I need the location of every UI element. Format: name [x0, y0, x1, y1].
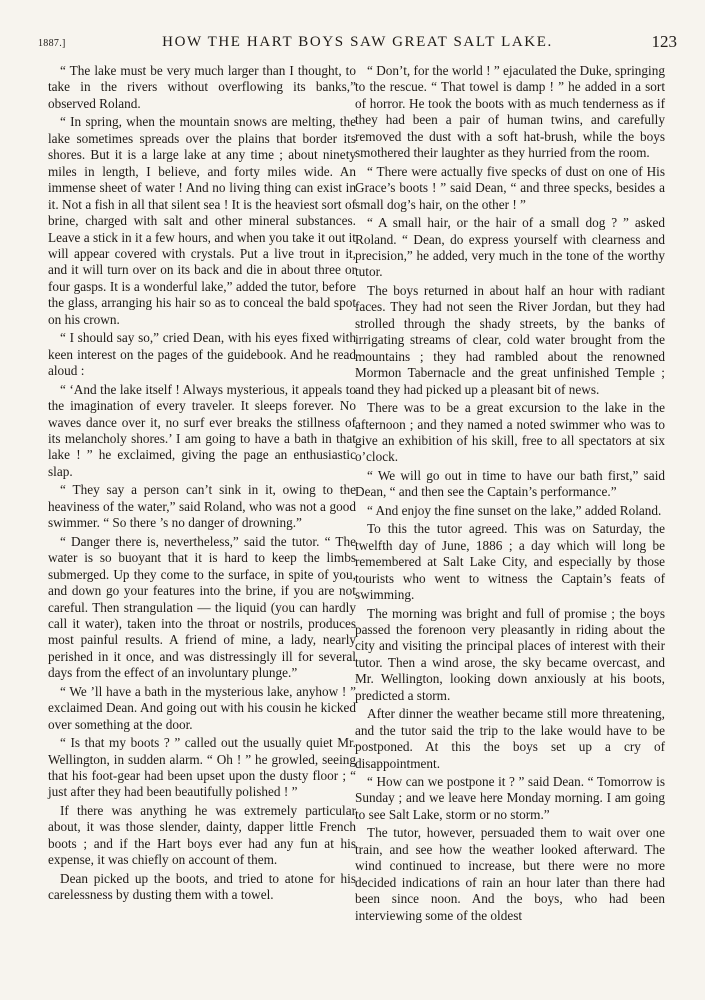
paragraph: “ I should say so,” cried Dean, with his eyes fixed with keen interest on the pages of the guidebook. And he read aloud : [48, 330, 356, 379]
page-header [38, 32, 677, 56]
paragraph: “ Don’t, for the world ! ” ejaculated the Duke, springing to the rescue. “ That towel is damp ! ” he added in a sort of horror. He took the boots with as much tenderness as if they had been a pair of human twins, and carefully removed the dust with a soft hat-brush, while the boys smothered their laughter as they hurried from the room. [355, 63, 665, 161]
paragraph: The tutor, however, persuaded them to wait over one train, and see how the weather looked afterward. The wind continued to increase, but there were no more decided indications of rain an hour later than there had been since noon. And the boys, who had been interviewing some of the oldest [355, 825, 665, 923]
paragraph: “ And enjoy the fine sunset on the lake,” added Roland. [367, 502, 662, 518]
paragraph: There was to be a great excursion to the lake in the afternoon ; and they named a noted swimmer who was to give an exhibition of his skill, free to all spectators at six o’clock. [355, 400, 665, 465]
paragraph: “ In spring, when the mountain snows are melting, the lake sometimes spreads over the plains that border its shores. But it is a large lake at any time ; about ninety miles in length, I believe, and forty miles wide. An immense sheet of water ! And no living thing can exist in it. Not a fish in all that silent sea ! It is the heaviest sort of brine, charged with salt and other mineral substances. Leave a stick in it a few hours, and when you take it out it will appear covered with crystals. Put a live trout in it, and it will turn over on its back and die in about three or four gasps. It is a wonderful lake,” added the tutor, before the glass, arranging his hair so as to conceal the bald spot on his crown. [48, 114, 356, 327]
running-title: HOW THE HART BOYS SAW GREAT SALT LAKE. [162, 34, 553, 50]
left-column [48, 63, 356, 906]
paragraph: “ How can we postpone it ? ” said Dean. “ Tomorrow is Sunday ; and we leave here Monday morning. I am going to see Salt Lake, storm or no storm.” [355, 774, 665, 822]
paragraph: Dean picked up the boots, and tried to atone for his carelessness by dusting them with a towel. [48, 870, 356, 903]
paragraph: “ We will go out in time to have our bath first,” said Dean, “ and then see the Captain’s performance.” [355, 467, 665, 500]
paragraph: “ Is that my boots ? ” called out the usually quiet Mr. Wellington, in sudden alarm. “ Oh ! ” he growled, seeing that his foot-gear had been upset upon the dusty floor ; “ just after they had been beautifully polished ! ” [48, 735, 356, 800]
paragraph: After dinner the weather became still more threatening, and the tutor said the trip to the lake would have to be postponed. At this the boys set up a cry of disappointment. [355, 706, 665, 771]
paragraph: The boys returned in about half an hour with radiant faces. They had not seen the River Jordan, but they had strolled through the shady streets, by the banks of irrigating streams of clear, cold water brought from the mountains ; they had rambled about the renowned Mormon Tabernacle and the great unfinished Temple ; and they had picked up a pleasant bit of news. [355, 282, 665, 397]
paragraph: To this the tutor agreed. This was on Saturday, the twelfth day of June, 1886 ; a day which will long be remembered at Salt Lake City, and especially by those tourists who went to witness the Captain’s feats of swimming. [355, 521, 665, 603]
paragraph: The morning was bright and full of promise ; the boys passed the forenoon very pleasantly in riding about the city and visiting the principal places of interest with their tutor. Then a wind arose, the sky became overcast, and Mr. Wellington, looking down anxiously at his boots, predicted a storm. [355, 605, 665, 703]
paragraph: “ Danger there is, nevertheless,” said the tutor. “ The water is so buoyant that it is hard to keep the limbs submerged. Up they come to the surface, in spite of you, and down go your features into the brine, if you are not careful. Then strangulation — the liquid (you can hardly call it water), taken into the throat or nostrils, produces most painful results. A friend of mine, a lady, nearly perished in it once, and was distressingly ill for several days from the effect of an involuntary plunge.” [48, 533, 356, 681]
paragraph: “ The lake must be very much larger than I thought, to take in the rivers without overflowing its banks,” observed Roland. [48, 63, 356, 111]
paragraph: “ There were actually five specks of dust on one of His Grace’s boots ! ” said Dean, “ and three specks, besides a small dog’s hair, on the other ! ” [355, 163, 665, 212]
paragraph: “ We ’ll have a bath in the mysterious lake, anyhow ! ” exclaimed Dean. And going out with his cousin he kicked over something at the door. [48, 683, 356, 732]
right-column [355, 63, 665, 926]
paragraph: If there was anything he was extremely particular about, it was those slender, dainty, dapper little French boots ; and if the Hart boys ever had any fun at his expense, it was chiefly on account of them. [48, 802, 356, 868]
paragraph: “ They say a person can’t sink in it, owing to the heaviness of the water,” said Roland, who was not a good swimmer. “ So there ’s no danger of drowning.” [48, 482, 356, 531]
issue-year: 1887.] [38, 38, 66, 49]
paragraph: “ A small hair, or the hair of a small dog ? ” asked Roland. “ Dean, do express yourself with clearness and precision,” he added, very much in the tone of the worthy tutor. [355, 215, 665, 280]
paragraph: “ ‘And the lake itself ! Always mysterious, it appeals to the imagination of every traveler. It sleeps forever. No waves dance over it, no surf ever breaks the stillness of its melancholy shores.’ I am going to have a bath in that lake ! ” he exclaimed, giving the page an enthusiastic slap. [48, 381, 356, 479]
page-number: 123 [651, 32, 677, 51]
